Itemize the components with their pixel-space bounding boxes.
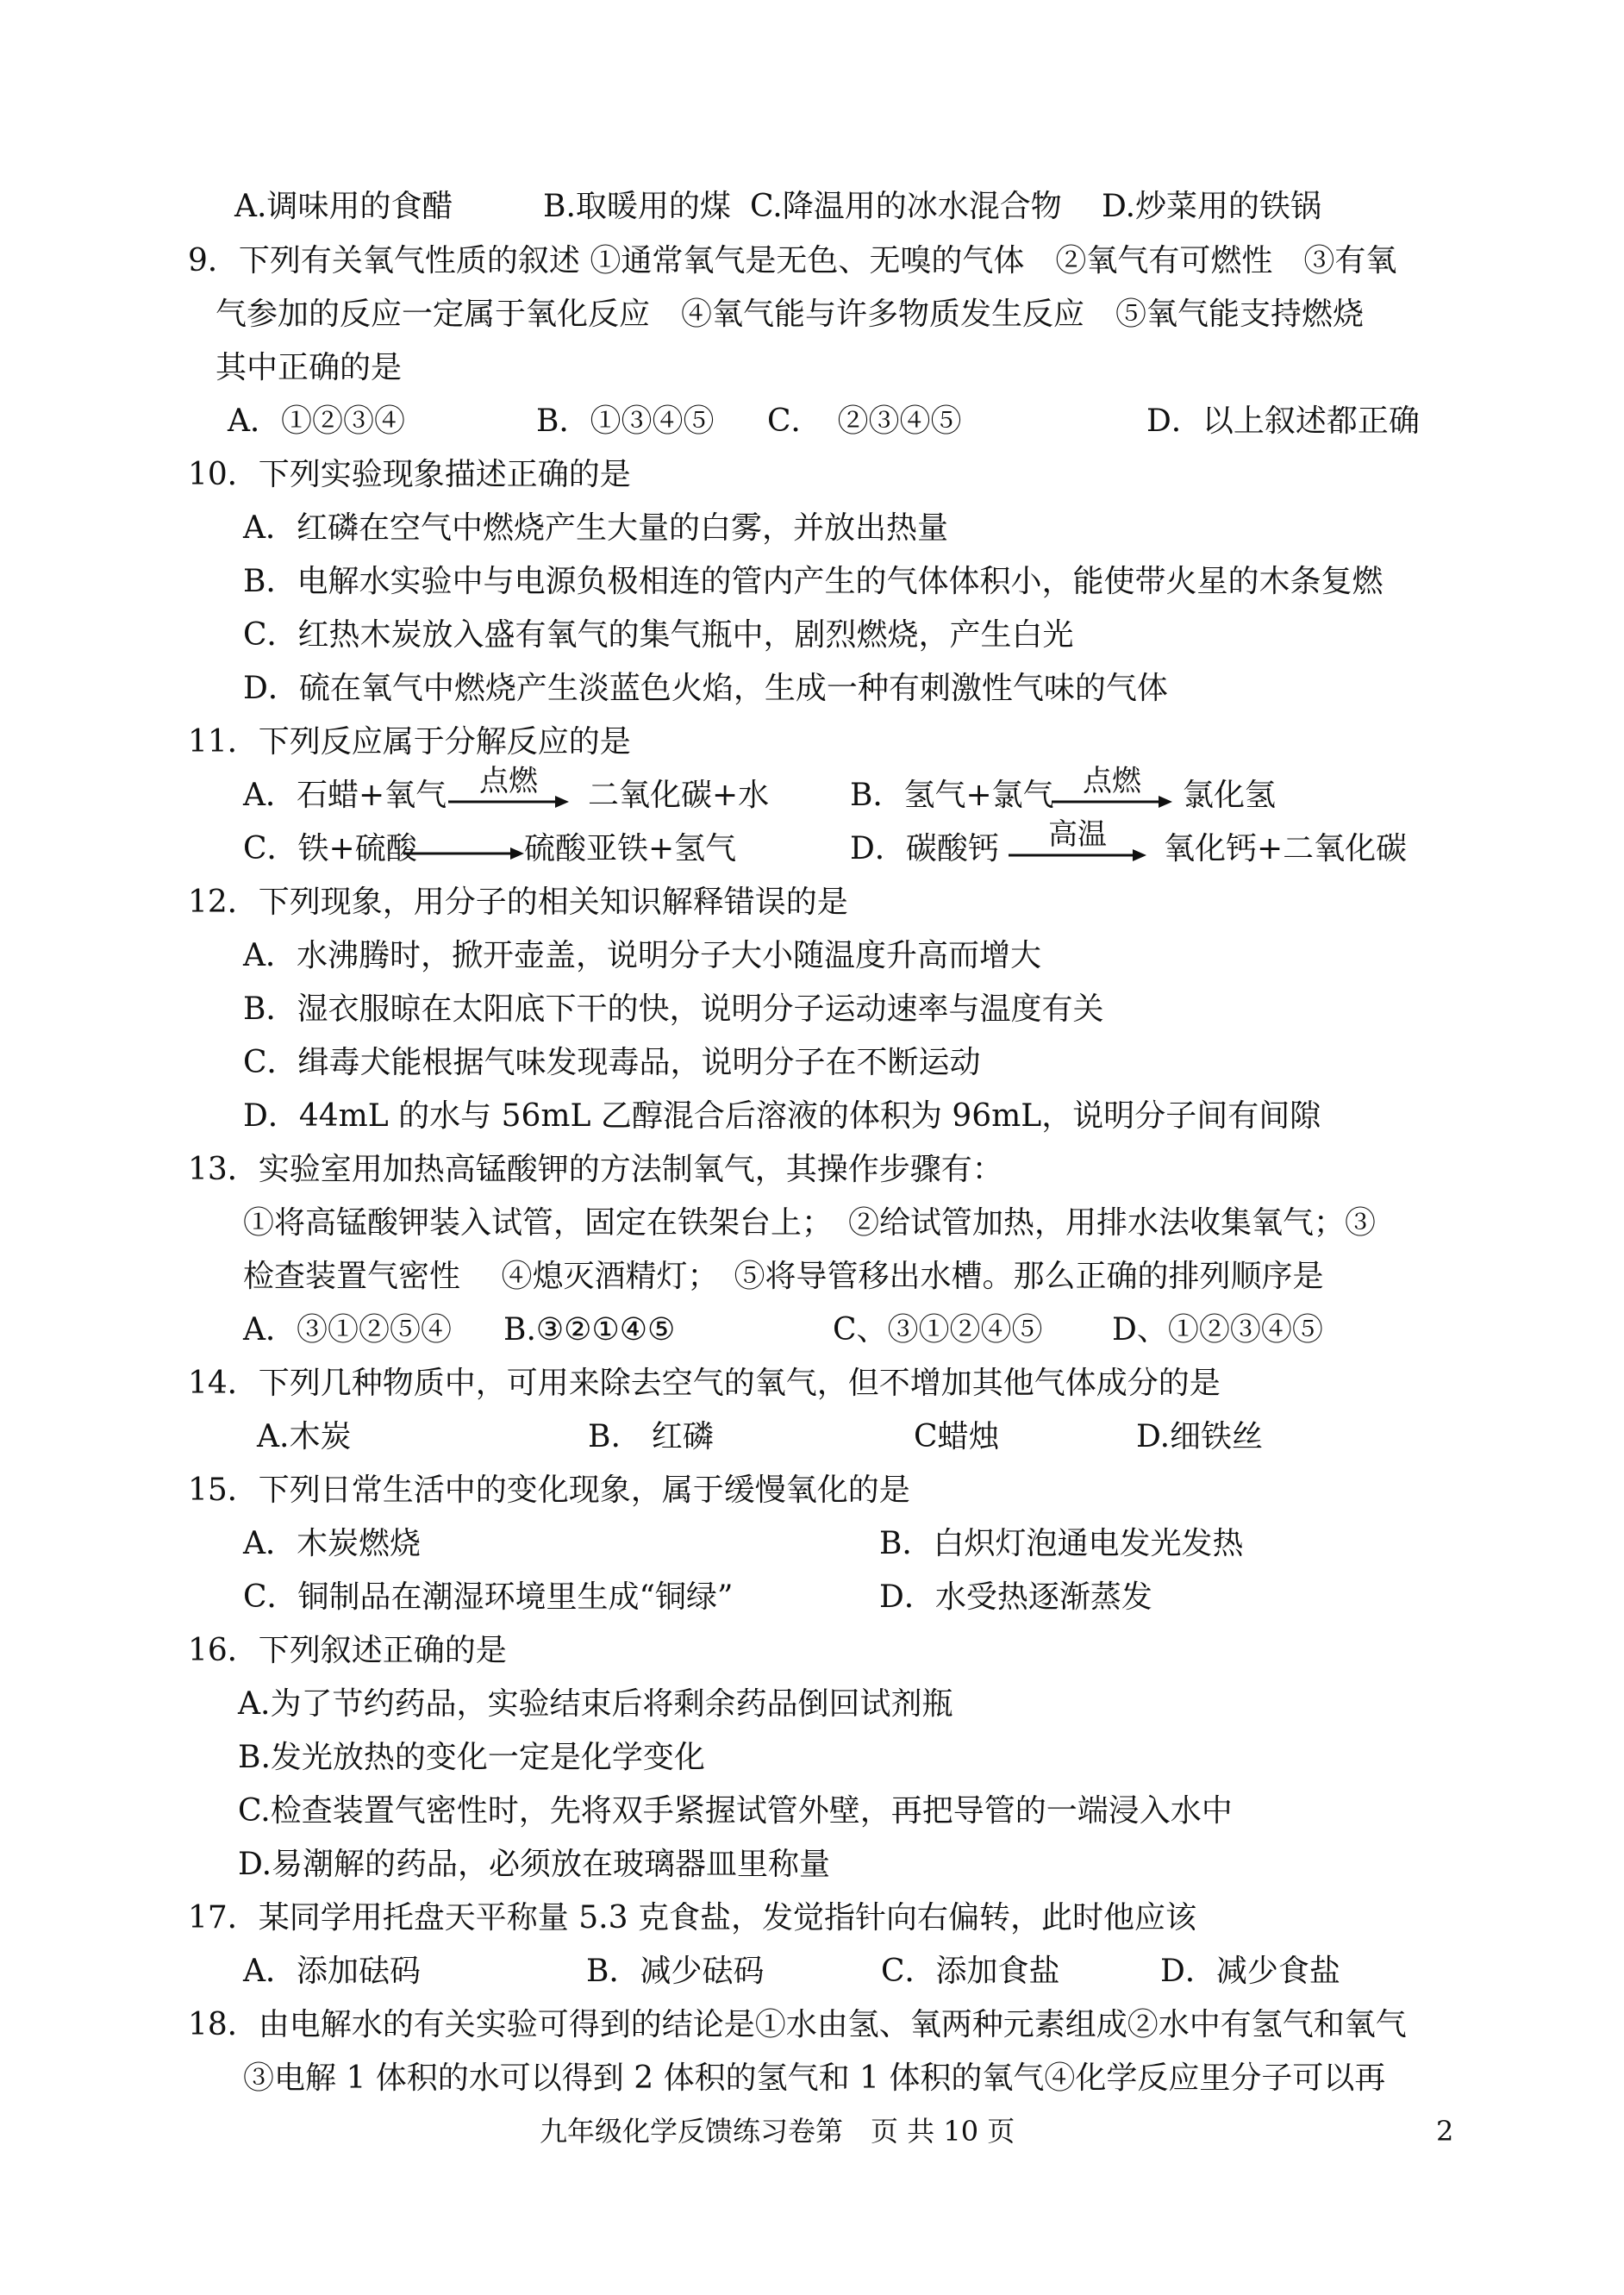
- q9-option-a: A．①②③④: [228, 403, 405, 439]
- q9-stem-line3: 其中正确的是: [215, 350, 403, 385]
- q11-option-d-reactants: D．碳酸钙: [850, 831, 999, 866]
- q11-option-b-arrow: [1052, 764, 1172, 810]
- q17-option-b: B．减少砝码: [586, 1954, 765, 1989]
- q12-option-d: D．44mL 的水与 56mL 乙醇混合后溶液的体积为 96mL，说明分子间有间隙: [243, 1098, 1321, 1134]
- q11-option-a-arrow: [448, 764, 569, 810]
- q17-stem: 17．某同学用托盘天平称量 5.3 克食盐，发觉指针向右偏转，此时他应该: [188, 1900, 1196, 1935]
- q8-option-a: A.调味用的食醋: [234, 189, 453, 224]
- q13-stem: 13．实验室用加热高锰酸钾的方法制氧气，其操作步骤有：: [188, 1152, 1003, 1187]
- q15-option-a: A．木炭燃烧: [243, 1526, 421, 1561]
- q11-option-a-products: 二氧化碳+水: [588, 778, 770, 813]
- q9-option-c: C． ②③④⑤: [767, 403, 962, 439]
- q15-option-c: C．铜制品在潮湿环境里生成“铜绿”: [243, 1579, 734, 1615]
- reaction-arrow-icon: [403, 845, 524, 862]
- q14-option-d: D.细铁丝: [1136, 1419, 1264, 1454]
- q13-option-b: B.③②①④⑤: [503, 1312, 676, 1348]
- q12-option-a: A．水沸腾时，掀开壶盖，说明分子大小随温度升高而增大: [243, 938, 1041, 973]
- q14-option-c: C蜡烛: [914, 1419, 1000, 1454]
- page-footer: 九年级化学反馈练习卷第 页 共 10 页: [540, 2115, 1015, 2148]
- q11-option-d-products: 氧化钙+二氧化碳: [1164, 831, 1408, 866]
- q12-option-b: B．湿衣服晾在太阳底下干的快，说明分子运动速率与温度有关: [243, 991, 1104, 1027]
- q9-option-b: B．①③④⑤: [536, 403, 715, 439]
- q11-option-c-reactants: C．铁+硫酸: [243, 831, 417, 866]
- q8-option-b: B.取暖用的煤: [543, 189, 731, 224]
- q15-option-d: D．水受热逐渐蒸发: [879, 1579, 1152, 1615]
- q11-option-c-arrow: [403, 845, 524, 862]
- q10-option-a: A．红磷在空气中燃烧产生大量的白雾，并放出热量: [243, 510, 948, 546]
- q13-option-c: C、③①②④⑤: [833, 1312, 1043, 1348]
- q15-stem: 15．下列日常生活中的变化现象，属于缓慢氧化的是: [188, 1473, 910, 1508]
- q14-stem: 14．下列几种物质中，可用来除去空气的氧气，但不增加其他气体成分的是: [188, 1366, 1221, 1401]
- q16-stem: 16．下列叙述正确的是: [188, 1633, 507, 1668]
- q8-option-c: C.降温用的冰水混合物: [750, 189, 1062, 224]
- q11-option-c-products: 硫酸亚铁+氢气: [524, 831, 737, 866]
- q15-option-b: B．白炽灯泡通电发光发热: [879, 1526, 1244, 1561]
- q16-option-d: D.易潮解的药品，必须放在玻璃器皿里称量: [238, 1847, 831, 1882]
- q13-steps-line2: 检查装置气密性 ④熄灭酒精灯； ⑤将导管移出水槽。那么正确的排列顺序是: [243, 1259, 1324, 1294]
- q10-option-c: C．红热木炭放入盛有氧气的集气瓶中，剧烈燃烧，产生白光: [243, 617, 1074, 653]
- q17-option-a: A．添加砝码: [243, 1954, 421, 1989]
- q11-option-a-condition: 点燃: [479, 764, 538, 798]
- q17-option-c: C．添加食盐: [881, 1954, 1060, 1989]
- q9-stem-line2: 气参加的反应一定属于氧化反应 ④氧气能与许多物质发生反应 ⑤氧气能支持燃烧: [215, 297, 1365, 332]
- page-number: 2: [1436, 2115, 1454, 2148]
- q12-option-c: C．缉毒犬能根据气味发现毒品，说明分子在不断运动: [243, 1045, 981, 1080]
- q10-option-b: B．电解水实验中与电源负极相连的管内产生的气体体积小，能使带火星的木条复燃: [243, 564, 1384, 599]
- q9-stem-line1: 9．下列有关氧气性质的叙述 ①通常氧气是无色、无嗅的气体 ②氧气有可燃性 ③有氧: [188, 243, 1397, 278]
- q18-stem-line1: 18．由电解水的有关实验可得到的结论是①水由氢、氧两种元素组成②水中有氢气和氧气: [188, 2007, 1407, 2042]
- q18-stem-line2: ③电解 1 体积的水可以得到 2 体积的氢气和 1 体积的氧气④化学反应里分子可以再: [243, 2060, 1386, 2096]
- q17-option-d: D．减少食盐: [1160, 1954, 1340, 1989]
- q11-option-d-condition: 高温: [1048, 817, 1107, 852]
- q16-option-a: A.为了节约药品，实验结束后将剩余药品倒回试剂瓶: [238, 1686, 953, 1722]
- q8-option-d: D.炒菜用的铁锅: [1102, 189, 1322, 224]
- q13-option-a: A．③①②⑤④: [243, 1312, 452, 1348]
- q12-stem: 12．下列现象，用分子的相关知识解释错误的是: [188, 885, 848, 920]
- q13-option-d: D、①②③④⑤: [1112, 1312, 1323, 1348]
- q13-steps-line1: ①将高锰酸钾装入试管，固定在铁架台上； ②给试管加热，用排水法收集氧气；③: [243, 1205, 1377, 1241]
- q11-option-b-condition: 点燃: [1083, 764, 1141, 798]
- q16-option-c: C.检查装置气密性时，先将双手紧握试管外壁，再把导管的一端浸入水中: [238, 1793, 1233, 1829]
- q10-option-d: D．硫在氧气中燃烧产生淡蓝色火焰，生成一种有刺激性气味的气体: [243, 671, 1168, 706]
- q11-option-d-arrow: [1009, 817, 1146, 864]
- q10-stem: 10．下列实验现象描述正确的是: [188, 457, 631, 492]
- q14-option-b: B. 红磷: [588, 1419, 714, 1454]
- q11-option-b-reactants: B．氢气+氯气: [850, 778, 1054, 813]
- q16-option-b: B.发光放热的变化一定是化学变化: [238, 1740, 705, 1775]
- q9-option-d: D．以上叙述都正确: [1146, 403, 1420, 439]
- q14-option-a: A.木炭: [257, 1419, 352, 1454]
- q11-option-a-reactants: A．石蜡+氧气: [243, 778, 447, 813]
- q11-stem: 11．下列反应属于分解反应的是: [188, 724, 631, 760]
- q11-option-b-products: 氯化氢: [1183, 778, 1277, 813]
